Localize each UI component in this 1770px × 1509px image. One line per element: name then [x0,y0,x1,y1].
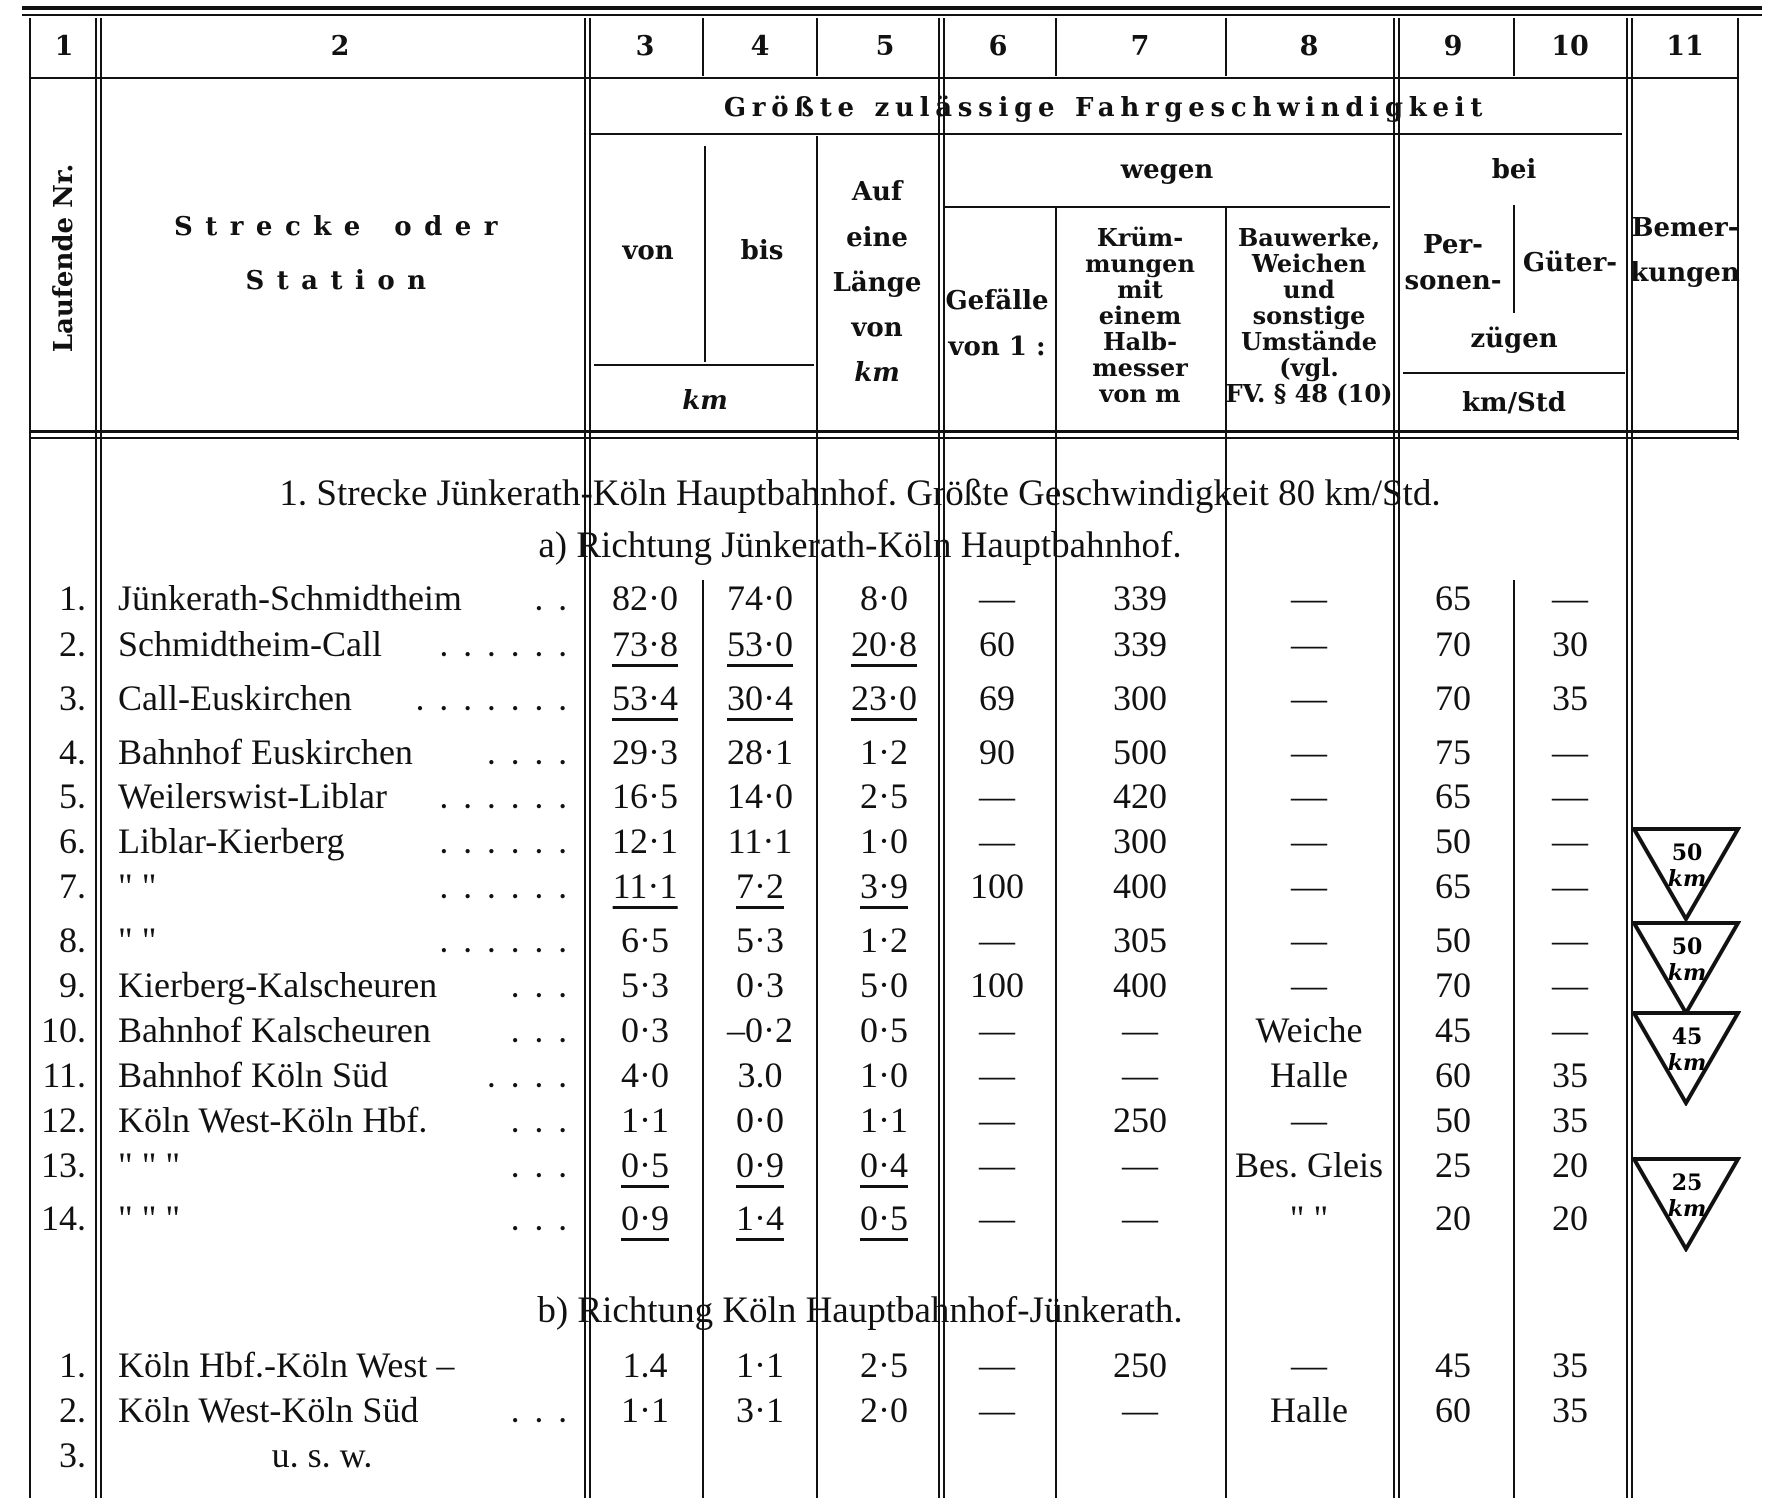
personen-header-2: sonen- [1404,266,1502,296]
laufende-nr-header: Laufende Nr. [49,163,79,353]
rows_a-von-cell: 12·1 [612,821,678,861]
speed-signal-icon [1631,1156,1741,1252]
header-bottom-rule-2 [30,437,1738,439]
rows_a-gefaelle-cell: — [979,920,1015,960]
signal-unit-label: km [1667,866,1707,892]
rows_a-von-cell: 29·3 [612,732,678,772]
sep-2-3b [589,18,591,1498]
rows_a-station-cell: Bahnhof Kalscheuren [118,1010,431,1050]
bemerkungen-header-1: Bemer- [1631,213,1739,243]
rows_a-nr-cell: 13. [41,1145,86,1185]
rows_a-bauwerk-cell: Bes. Gleis [1235,1145,1383,1185]
rows_b-laenge-cell: 2·5 [860,1345,908,1385]
rows_a-personen-cell: 65 [1435,866,1471,906]
rows_a-laenge-cell: 1·1 [860,1100,908,1140]
rows_a-nr-cell: 2. [59,624,86,664]
signal-speed-label: 45 [1671,1024,1703,1050]
rows_a-bis-cell: 14·0 [727,776,793,816]
rows_a-bis-cell: 53·0 [727,626,793,667]
rows_a-personen-cell: 50 [1435,920,1471,960]
rows_a-laenge-cell: 8·0 [860,578,908,618]
rows_a-gefaelle-cell: 100 [970,965,1024,1005]
rows_a-gefaelle-cell: — [979,1100,1015,1140]
rows_a-kruemmung-cell: 250 [1113,1100,1167,1140]
rows_a-laenge-cell: 23·0 [851,680,917,721]
rows_b-bauwerk-cell: — [1291,1345,1327,1385]
rows_a-bis-cell: 0·0 [736,1100,784,1140]
bauwerke-header-4: sonstige [1252,301,1366,330]
rows_a-gefaelle-cell: 100 [970,866,1024,906]
rows_a-station-cell: Bahnhof Euskirchen [118,732,413,772]
rows_a-station-cell: Call-Euskirchen [118,678,352,718]
rows_a-leader-dots: . . . . . . [439,821,570,861]
rows_a-kruemmung-cell: 300 [1113,678,1167,718]
bauwerke-header-6: (vgl. [1279,353,1339,382]
rows_a-gueter-cell: 30 [1552,624,1588,664]
rows_a-gueter-cell: 35 [1552,1100,1588,1140]
wegen-header: wegen [1120,155,1214,185]
rows_a-kruemmung-cell: — [1122,1198,1158,1238]
rows_a-gefaelle-cell: — [979,1145,1015,1185]
gefaelle-header-2: von 1 : [948,332,1046,362]
header-bottom-rule [30,430,1738,433]
rows_a-von-cell: 0·9 [621,1200,669,1241]
rows_a-station-cell: Bahnhof Köln Süd [118,1055,388,1095]
rows_b-gefaelle-cell: — [979,1390,1015,1430]
sep-7-8-top [1225,18,1227,76]
rows_a-bis-cell: 3.0 [737,1055,783,1095]
rows_a-gueter-cell: — [1552,732,1588,772]
rows_a-kruemmung-cell: 400 [1113,866,1167,906]
rows_b-gueter-cell: 35 [1552,1390,1588,1430]
rows_a-bauwerk-cell: — [1291,920,1327,960]
kmstd-rule [1403,372,1625,374]
speed-signal-icon [1631,920,1741,1016]
rows_b-gueter-cell: 35 [1552,1345,1588,1385]
km-rule [594,364,814,366]
rows_a-laenge-cell: 1·0 [860,821,908,861]
subsection-a-title: a) Richtung Jünkerath-Köln Hauptbahnhof. [538,525,1182,566]
sep-6-7-top [1055,18,1057,76]
rows_a-personen-cell: 65 [1435,776,1471,816]
rows_a-gefaelle-cell: — [979,1055,1015,1095]
rows_a-bauwerk-cell: — [1291,624,1327,664]
rows_a-station-cell: Weilerswist-Liblar [118,776,388,816]
rows_a-leader-dots: . . . . [486,732,570,772]
signal-unit-label: km [1667,1196,1707,1222]
rows_b-kruemmung-cell: 250 [1113,1345,1167,1385]
rows_a-bis-cell: 1·4 [736,1200,784,1241]
sep-9-10-top [1513,18,1515,76]
rows_a-nr-cell: 14. [41,1198,86,1238]
rows_a-station-cell: Jünkerath-Schmidtheim [118,578,462,618]
kruemmungen-header-3: mit [1117,275,1163,304]
sep-2-3 [584,18,586,1498]
rows_b-station-cell: u. s. w. [271,1435,373,1475]
rows_a-gefaelle-cell: — [979,776,1015,816]
rows_a-laenge-cell: 2·5 [860,776,908,816]
frame-left [29,18,31,1498]
rows_a-nr-cell: 5. [59,776,86,816]
rows_a-personen-cell: 70 [1435,965,1471,1005]
rows_a-gueter-cell: — [1552,776,1588,816]
rows_b-von-cell: 1.4 [622,1345,668,1385]
rows_a-gefaelle-cell: 60 [979,624,1015,664]
rows_a-laenge-cell: 1·2 [860,920,908,960]
rows_b-bauwerk-cell: Halle [1270,1390,1348,1430]
kruemmungen-header-4: einem [1098,301,1182,330]
rows_a-leader-dots: . . . . . . [439,776,570,816]
rows_a-von-cell: 73·8 [612,626,678,667]
bei-header: bei [1491,155,1537,185]
rows_a-gueter-cell: — [1552,965,1588,1005]
kmstd-header: km/Std [1462,388,1566,418]
bauwerke-header-7: FV. § 48 (10) [1225,379,1393,408]
sep-9-10-mid [1513,205,1515,313]
rows_a-von-cell: 11·1 [613,868,678,909]
rows_a-gefaelle-cell: — [979,821,1015,861]
rows_a-bis-cell: 28·1 [727,732,793,772]
rows_a-nr-cell: 3. [59,678,86,718]
rows_a-leader-dots: . . . [510,1100,570,1140]
rows_a-bis-cell: 74·0 [727,578,793,618]
auf-header-3: Länge [832,268,922,298]
rows_a-von-cell: 5·3 [621,965,669,1005]
sep-8-9b [1398,18,1400,1498]
rows_a-gefaelle-cell: — [979,1198,1015,1238]
signal-speed-label: 25 [1671,1170,1703,1196]
km-header: km [682,386,728,416]
rows_a-gueter-cell: — [1552,920,1588,960]
gueter-header: Güter- [1522,248,1618,278]
rows_a-von-cell: 16·5 [612,776,678,816]
rows_a-bis-cell: 30·4 [727,680,793,721]
rows_a-nr-cell: 10. [41,1010,86,1050]
rows_a-gefaelle-cell: 69 [979,678,1015,718]
rows_a-laenge-cell: 0·4 [860,1147,908,1188]
bauwerke-header-2: Weichen [1251,249,1367,278]
rows_a-laenge-cell: 1·0 [860,1055,908,1095]
rows_a-gueter-cell: — [1552,578,1588,618]
rows_a-personen-cell: 75 [1435,732,1471,772]
auf-header-1: Auf [851,177,903,207]
rows_a-station-cell: " " " [118,1198,181,1238]
rows_a-von-cell: 53·4 [612,680,678,721]
rows_b-von-cell: 1·1 [621,1390,669,1430]
speed-signal-icon [1631,1010,1741,1106]
speed-signal-icon [1631,826,1741,922]
rows_a-personen-cell: 50 [1435,821,1471,861]
auf-header-2: eine [846,223,908,253]
rows_a-gueter-cell: 20 [1552,1198,1588,1238]
rows_b-nr-cell: 3. [59,1435,86,1475]
rows_a-bauwerk-cell: — [1291,776,1327,816]
rows_a-gefaelle-cell: — [979,578,1015,618]
rows_a-leader-dots: . . . [510,1198,570,1238]
sep-1-2 [95,18,97,1498]
zuegen-header: zügen [1470,324,1558,354]
rows_b-kruemmung-cell: — [1122,1390,1158,1430]
rows_a-bauwerk-cell: — [1291,821,1327,861]
rows_b-personen-cell: 45 [1435,1345,1471,1385]
rows_b-leader-dots: . . . [510,1390,570,1430]
rows_a-leader-dots: . . . . [486,1055,570,1095]
colnum-2: 2 [330,31,350,62]
rows_a-nr-cell: 1. [59,578,86,618]
sep-3-4-body [702,580,704,1498]
rows_a-kruemmung-cell: 305 [1113,920,1167,960]
rows_a-kruemmung-cell: — [1122,1055,1158,1095]
sep-9-10-body [1513,580,1515,1498]
von-header: von [622,236,674,266]
bauwerke-header-3: und [1283,275,1335,304]
subsection-b-title: b) Richtung Köln Hauptbahnhof-Jünkerath. [537,1290,1183,1331]
rows_a-von-cell: 1·1 [621,1100,669,1140]
rows_a-leader-dots: . . . [510,965,570,1005]
rows_a-bauwerk-cell: — [1291,578,1327,618]
rows_a-bis-cell: 11·1 [727,821,793,861]
personen-header-1: Per- [1423,230,1483,260]
kruemmungen-header-1: Krüm- [1096,223,1184,252]
rows_a-leader-dots: . . . [510,1010,570,1050]
rows_a-gueter-cell: 35 [1552,1055,1588,1095]
rows_a-nr-cell: 8. [59,920,86,960]
kruemmungen-header-6: messer [1092,353,1188,382]
sep-10-11 [1626,18,1628,1498]
rows_a-station-cell: Köln West-Köln Hbf. [118,1100,428,1140]
auf-header-5: km [854,358,900,388]
rows_a-personen-cell: 70 [1435,678,1471,718]
colnum-4: 4 [750,31,770,62]
rows_a-bauwerk-cell: Weiche [1255,1010,1363,1050]
rows_a-station-cell: " " [118,920,157,960]
kruemmungen-header-5: Halb- [1102,327,1178,356]
rows_a-gefaelle-cell: 90 [979,732,1015,772]
rows_a-station-cell: " " [118,866,157,906]
rows_a-von-cell: 4·0 [621,1055,669,1095]
rows_a-kruemmung-cell: 339 [1113,578,1167,618]
rows_a-personen-cell: 45 [1435,1010,1471,1050]
colnum-7: 7 [1130,31,1150,62]
speed-title-rule [590,133,1622,135]
sep-5-6 [938,18,940,1498]
colnum-rule [30,77,1738,79]
rows_a-bauwerk-cell: — [1291,732,1327,772]
rows_a-gueter-cell: — [1552,1010,1588,1050]
signal-speed-label: 50 [1671,934,1703,960]
rows_a-laenge-cell: 3·9 [860,868,908,909]
sep-1-2b [100,18,102,1498]
rows_a-kruemmung-cell: — [1122,1145,1158,1185]
rows_b-gefaelle-cell: — [979,1345,1015,1385]
rows_a-station-cell: " " " [118,1145,181,1185]
rows_a-gueter-cell: 20 [1552,1145,1588,1185]
rows_a-gueter-cell: — [1552,821,1588,861]
kruemmungen-header-7: von m [1099,379,1181,408]
rows_a-personen-cell: 70 [1435,624,1471,664]
rows_a-laenge-cell: 5·0 [860,965,908,1005]
sep-3-4-mid [704,146,706,362]
bis-header: bis [740,236,784,266]
bemerkungen-header-2: kungen [1630,258,1740,288]
rows_a-von-cell: 6·5 [621,920,669,960]
rows_a-nr-cell: 7. [59,866,86,906]
rows_a-bis-cell: 0·3 [736,965,784,1005]
rows_a-nr-cell: 6. [59,821,86,861]
rows_b-personen-cell: 60 [1435,1390,1471,1430]
rows_a-nr-cell: 12. [41,1100,86,1140]
rows_a-bauwerk-cell: Halle [1270,1055,1348,1095]
rows_a-bis-cell: 0·9 [736,1147,784,1188]
gefaelle-header-1: Gefälle [945,286,1049,316]
rows_a-laenge-cell: 0·5 [860,1010,908,1050]
rows_a-bis-cell: –0·2 [727,1010,793,1050]
rows_a-personen-cell: 20 [1435,1198,1471,1238]
rows_a-nr-cell: 11. [42,1055,86,1095]
rows_a-station-cell: Kierberg-Kalscheuren [118,965,438,1005]
rows_b-nr-cell: 2. [59,1390,86,1430]
colnum-5: 5 [875,31,895,62]
rows_a-leader-dots: . . [534,578,570,618]
signal-speed-label: 50 [1671,840,1703,866]
speed-title: Größte zulässige Fahrgeschwindigkeit [723,93,1489,123]
rows_b-laenge-cell: 2·0 [860,1390,908,1430]
top-rule [22,6,1762,10]
rows_a-bis-cell: 5·3 [736,920,784,960]
rows_a-leader-dots: . . . . . . [439,920,570,960]
rows_a-nr-cell: 9. [59,965,86,1005]
rows_a-personen-cell: 25 [1435,1145,1471,1185]
rows_a-von-cell: 82·0 [612,578,678,618]
rows_a-leader-dots: . . . . . . [439,866,570,906]
rows_a-leader-dots: . . . . . . . [415,678,570,718]
station-header-text: Station [245,266,439,296]
rows_a-kruemmung-cell: 339 [1113,624,1167,664]
rows_a-leader-dots: . . . [510,1145,570,1185]
top-rule-thin [22,14,1762,16]
rows_a-kruemmung-cell: 300 [1113,821,1167,861]
bauwerke-header-5: Umstände [1241,327,1377,356]
colnum-10: 10 [1551,31,1589,62]
signal-unit-label: km [1667,1050,1707,1076]
rows_a-kruemmung-cell: 400 [1113,965,1167,1005]
auf-header-4: von [851,313,903,343]
rows_a-gefaelle-cell: — [979,1010,1015,1050]
rows_a-personen-cell: 60 [1435,1055,1471,1095]
colnum-8: 8 [1299,31,1319,62]
strecke-header: Strecke oder [174,212,510,242]
rows_a-gueter-cell: 35 [1552,678,1588,718]
wegen-rule [945,206,1390,208]
rows_a-station-cell: Schmidtheim-Call [118,624,382,664]
rows_a-kruemmung-cell: — [1122,1010,1158,1050]
rows_a-bauwerk-cell: — [1291,866,1327,906]
bauwerke-header-1: Bauwerke, [1237,223,1381,252]
sep-8-9 [1393,18,1395,1498]
rows_a-station-cell: Liblar-Kierberg [118,821,345,861]
rows_a-leader-dots: . . . . . . [439,624,570,664]
rows_a-laenge-cell: 0·5 [860,1200,908,1241]
rows_a-bauwerk-cell: — [1291,678,1327,718]
sep-3-4-top [702,18,704,76]
rows_a-gueter-cell: — [1552,866,1588,906]
rows_b-station-cell: Köln Hbf.-Köln West – [118,1345,455,1385]
section-title: 1. Strecke Jünkerath-Köln Hauptbahnhof. Größte Geschwindigkeit 80 km/Std. [279,473,1441,514]
sep-5-6b [943,18,945,1498]
rows_a-von-cell: 0·3 [621,1010,669,1050]
colnum-9: 9 [1443,31,1463,62]
rows_a-bauwerk-cell: " " [1289,1198,1329,1238]
colnum-3: 3 [635,31,655,62]
rows_a-laenge-cell: 1·2 [860,732,908,772]
rows_a-bauwerk-cell: — [1291,965,1327,1005]
rows_b-bis-cell: 3·1 [736,1390,784,1430]
rows_a-nr-cell: 4. [59,732,86,772]
rows_a-bis-cell: 7·2 [736,868,784,909]
rows_b-bis-cell: 1·1 [736,1345,784,1385]
colnum-11: 11 [1666,31,1704,62]
rows_a-laenge-cell: 20·8 [851,626,917,667]
rows_a-kruemmung-cell: 500 [1113,732,1167,772]
rows_b-station-cell: Köln West-Köln Süd [118,1390,419,1430]
rows_a-von-cell: 0·5 [621,1147,669,1188]
rows_a-kruemmung-cell: 420 [1113,776,1167,816]
signal-unit-label: km [1667,960,1707,986]
kruemmungen-header-2: mungen [1085,249,1195,278]
rows_a-personen-cell: 65 [1435,578,1471,618]
colnum-1: 1 [54,31,74,62]
rows_a-personen-cell: 50 [1435,1100,1471,1140]
rows_b-nr-cell: 1. [59,1345,86,1385]
colnum-6: 6 [988,31,1008,62]
sep-4-5-top [816,18,818,76]
rows_a-bauwerk-cell: — [1291,1100,1327,1140]
